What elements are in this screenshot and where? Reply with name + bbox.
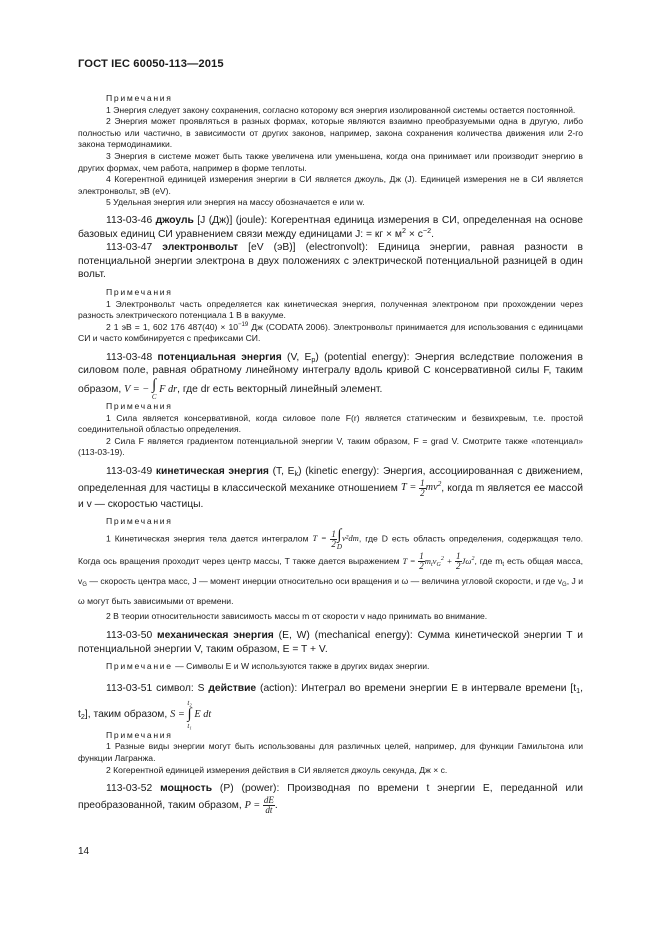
note-1: 1 Сила является консервативной, когда силовое поле F(r) является статическим и безвихревым, т.е. простой соединительной областью определения. bbox=[78, 412, 583, 435]
entry-text: (V, E bbox=[281, 351, 312, 363]
integral-upper: t₂ bbox=[187, 698, 192, 707]
subscript: t bbox=[430, 561, 433, 568]
formula-power bbox=[244, 794, 275, 815]
entry-term: электронвольт bbox=[162, 242, 239, 254]
entry-113-03-46 bbox=[78, 214, 583, 241]
note-text: есть общая масса, v bbox=[78, 555, 584, 587]
formula-term: m bbox=[424, 555, 431, 566]
note-2 bbox=[78, 322, 583, 345]
note-single bbox=[78, 661, 583, 673]
entry-text: , когда m является ее массой и v — скоростью частицы. bbox=[78, 482, 583, 510]
entry-code: 113-03-46 bbox=[106, 214, 153, 226]
notes-heading: Примечания bbox=[106, 401, 173, 412]
formula-rhs: v²dm bbox=[341, 533, 359, 544]
entry-code: 113-03-48 bbox=[106, 351, 153, 363]
note-2: 2 В теории относительности зависимость массы m от скорости v надо принимать во внимание. bbox=[106, 611, 488, 622]
note-text: , J и ω могут быть зависимыми от времени. bbox=[78, 576, 583, 607]
entry-text: , t bbox=[78, 682, 583, 720]
exponent: 2 bbox=[471, 555, 475, 562]
fraction-denominator: dt bbox=[265, 804, 273, 815]
integral bbox=[187, 699, 191, 730]
entry-code: 113-03-49 bbox=[106, 466, 153, 478]
note-2: 2 Энергия может проявляться в разных формах, которые являются взаимно преобразуемыми одна в другую, либо полностью или частично, в зависимости от других законов, например, закона сохранения количества движения или 2-го закона термодинамики. bbox=[78, 116, 583, 150]
integral-sign: ∫ bbox=[152, 377, 157, 394]
fraction-numerator: dE bbox=[263, 794, 274, 805]
note-5: 5 Удельная энергия или энергия на массу обозначается e или w. bbox=[106, 197, 365, 208]
integral-sign: ∫ bbox=[337, 526, 342, 543]
entry-term: действие bbox=[208, 682, 257, 694]
exponent: 2 bbox=[437, 480, 442, 489]
formula-lhs: T = bbox=[401, 482, 417, 494]
note-1: 1 Разные виды энергии могут быть использованы для различных целей, например, для функции Гамильтона или функции Лагранжа. bbox=[78, 741, 583, 763]
formula-rhs: F dr bbox=[159, 383, 178, 395]
entry-text: [J (Дж)] (joule): Когерентная единица измерения в СИ, определенная на основе базовых единиц СИ уравнением связи между единицами J: = кг × м bbox=[78, 214, 583, 240]
exponent: 2 bbox=[440, 555, 444, 562]
formula-rotational-energy bbox=[402, 551, 475, 572]
fraction-denominator: 2 bbox=[331, 538, 336, 549]
entry-text: (T, E bbox=[268, 466, 295, 478]
note-1: 1 Энергия следует закону сохранения, согласно которому вся энергия изолированной системы остается постоянной. bbox=[106, 104, 576, 115]
note-2: 2 Когерентной единицей измерения действия в СИ является джоуль секунда, Дж × с. bbox=[106, 764, 448, 775]
integral bbox=[152, 378, 157, 401]
notes-heading: Примечания bbox=[106, 93, 173, 103]
note-text: , где m bbox=[474, 555, 503, 566]
note-text: 1 Кинетическая энергия тела дается интегралом bbox=[106, 533, 309, 544]
entry-text: ], таким образом, bbox=[84, 708, 168, 720]
subscript: p bbox=[311, 354, 316, 364]
formula-lhs: V = − bbox=[124, 383, 150, 395]
notes-heading: Примечания bbox=[106, 286, 173, 297]
document-header: ГОСТ IEC 60050-113—2015 bbox=[78, 58, 224, 70]
entry-code: 113-03-51 bbox=[106, 682, 153, 694]
formula-lhs: S = bbox=[170, 708, 185, 720]
note-4: 4 Когерентной единицей измерения энергии в СИ является джоуль, Дж (J). Единицей измерения не в СИ является электронвольт, эВ (eV). bbox=[78, 174, 583, 196]
integral-lower: C bbox=[151, 393, 157, 402]
formula-potential-energy bbox=[124, 377, 178, 402]
formula-kinetic-energy bbox=[401, 477, 442, 498]
entry-code: 113-03-50 bbox=[106, 629, 153, 641]
entry-text: (action): Интеграл во времени энергии E в интервале времени [t bbox=[256, 682, 577, 694]
formula-kinetic-integral bbox=[312, 526, 359, 551]
note-3: 3 Энергия в системе может быть также увеличена или уменьшена, когда она принимает или производит энергию в других формах, чем работа, например в форме теплоты. bbox=[78, 150, 583, 173]
subscript: G bbox=[436, 561, 441, 568]
exponent: −2 bbox=[422, 225, 432, 235]
note-text: , где D есть область определения, содержащая тело. Когда ось вращения проходит через центр массы, T также дается выражением bbox=[78, 533, 583, 566]
integral-lower: D bbox=[336, 542, 342, 551]
note-heading: Примечание bbox=[106, 661, 173, 672]
note-2: 2 Сила F является градиентом потенциальной энергии V, таким образом, F = grad V. Смотрите также «потенциал» (113-03-19). bbox=[78, 435, 583, 458]
formula-lhs: P = bbox=[244, 799, 261, 811]
entry-113-03-47 bbox=[78, 241, 583, 282]
notes-heading: Примечания bbox=[106, 729, 173, 740]
exponent: 2 bbox=[401, 225, 406, 235]
entry-text: символ: S bbox=[156, 682, 205, 694]
formula-term: v bbox=[432, 555, 437, 566]
fraction bbox=[263, 796, 275, 815]
entry-text: (P) (power): Производная по времени t энергии E, переданной или преобразованной, таким образом, bbox=[78, 783, 583, 811]
fraction-numerator: 1 bbox=[420, 477, 425, 488]
entry-text: [eV (эВ)] (electronvolt): Единица энергии, равная разности в потенциальной энергии электрона в двух положениях с электрической потенциальной разницей в один вольт. bbox=[78, 242, 583, 281]
entry-113-03-51 bbox=[78, 679, 583, 730]
entry-text: . bbox=[274, 799, 278, 811]
integral-sign: ∫ bbox=[187, 705, 192, 722]
entry-text: ) (kinetic energy): Энергия, ассоциированная с движением, определенная для частицы в классической механике отношением bbox=[78, 466, 583, 494]
note-text: — Символы E и W используются также в других видах энергии. bbox=[172, 661, 430, 672]
entry-term: джоуль bbox=[155, 214, 194, 226]
note-1: 1 Электронвольт часть определяется как кинетическая энергия, полученная электроном при прохождении через разность электрического потенциала 1 В в вакууме. bbox=[78, 298, 583, 321]
formula-operator: + bbox=[443, 555, 456, 566]
entry-code: 113-03-47 bbox=[106, 242, 153, 254]
entry-113-03-49 bbox=[78, 465, 583, 511]
integral-lower: t₁ bbox=[187, 721, 192, 730]
subscript: k bbox=[294, 469, 299, 479]
entry-term: потенциальная энергия bbox=[157, 351, 282, 363]
formula-lhs: T = bbox=[312, 533, 327, 544]
page-number: 14 bbox=[78, 846, 90, 857]
note-1 bbox=[78, 528, 583, 612]
subscript: 2 bbox=[80, 711, 85, 721]
note-text: — скорость центра масс, J — момент инерции относительно оси вращения и ω — величина угловой скорости, и где v bbox=[86, 576, 562, 587]
subscript: G bbox=[562, 582, 567, 589]
entry-text: × с bbox=[405, 228, 423, 240]
entry-113-03-52 bbox=[78, 782, 583, 815]
formula-rhs: E dt bbox=[194, 708, 212, 720]
formula-lhs: T = bbox=[402, 555, 416, 566]
entry-term: механическая энергия bbox=[157, 629, 274, 641]
fraction-numerator: 1 bbox=[419, 551, 424, 562]
fraction-denominator: 2 bbox=[419, 561, 424, 572]
formula-term: Jω bbox=[461, 555, 472, 566]
fraction-denominator: 2 bbox=[456, 561, 461, 572]
entry-113-03-48 bbox=[78, 351, 583, 401]
entry-term: кинетическая энергия bbox=[155, 466, 269, 478]
fraction-numerator: 1 bbox=[331, 528, 336, 539]
entry-text: ) (potential energy): Энергия вследствие положения в силовом поле, равная обратному линейному интегралу вдоль кривой C консервативной силы F, таким образом, bbox=[78, 351, 583, 395]
subscript: t bbox=[502, 561, 505, 568]
fraction-numerator: 1 bbox=[456, 551, 461, 562]
entry-term: мощность bbox=[160, 783, 213, 795]
formula-action bbox=[170, 698, 212, 730]
note-text: Дж (CODATA 2006). Электронвольт принимается для использования с единицами СИ и часто комбинируется с префиксами СИ. bbox=[78, 321, 583, 344]
entry-text: . bbox=[431, 228, 434, 240]
note-text: 2 1 эВ = 1, 602 176 487(40) × 10 bbox=[106, 321, 239, 332]
subscript: G bbox=[82, 582, 87, 589]
page-content bbox=[78, 93, 583, 815]
entry-code: 113-03-52 bbox=[106, 783, 153, 795]
subscript: 1 bbox=[576, 685, 581, 695]
notes-heading: Примечания bbox=[106, 516, 173, 527]
exponent: −19 bbox=[238, 321, 249, 328]
fraction-denominator: 2 bbox=[420, 487, 425, 498]
entry-113-03-50 bbox=[78, 629, 583, 656]
entry-text: (E, W) (mechanical energy): Сумма кинетической энергии T и потенциальной энергии V, таким образом, E = T + V. bbox=[78, 629, 583, 655]
formula-rhs: mv bbox=[425, 482, 438, 494]
entry-text: , где dr есть векторный линейный элемент. bbox=[177, 383, 383, 395]
